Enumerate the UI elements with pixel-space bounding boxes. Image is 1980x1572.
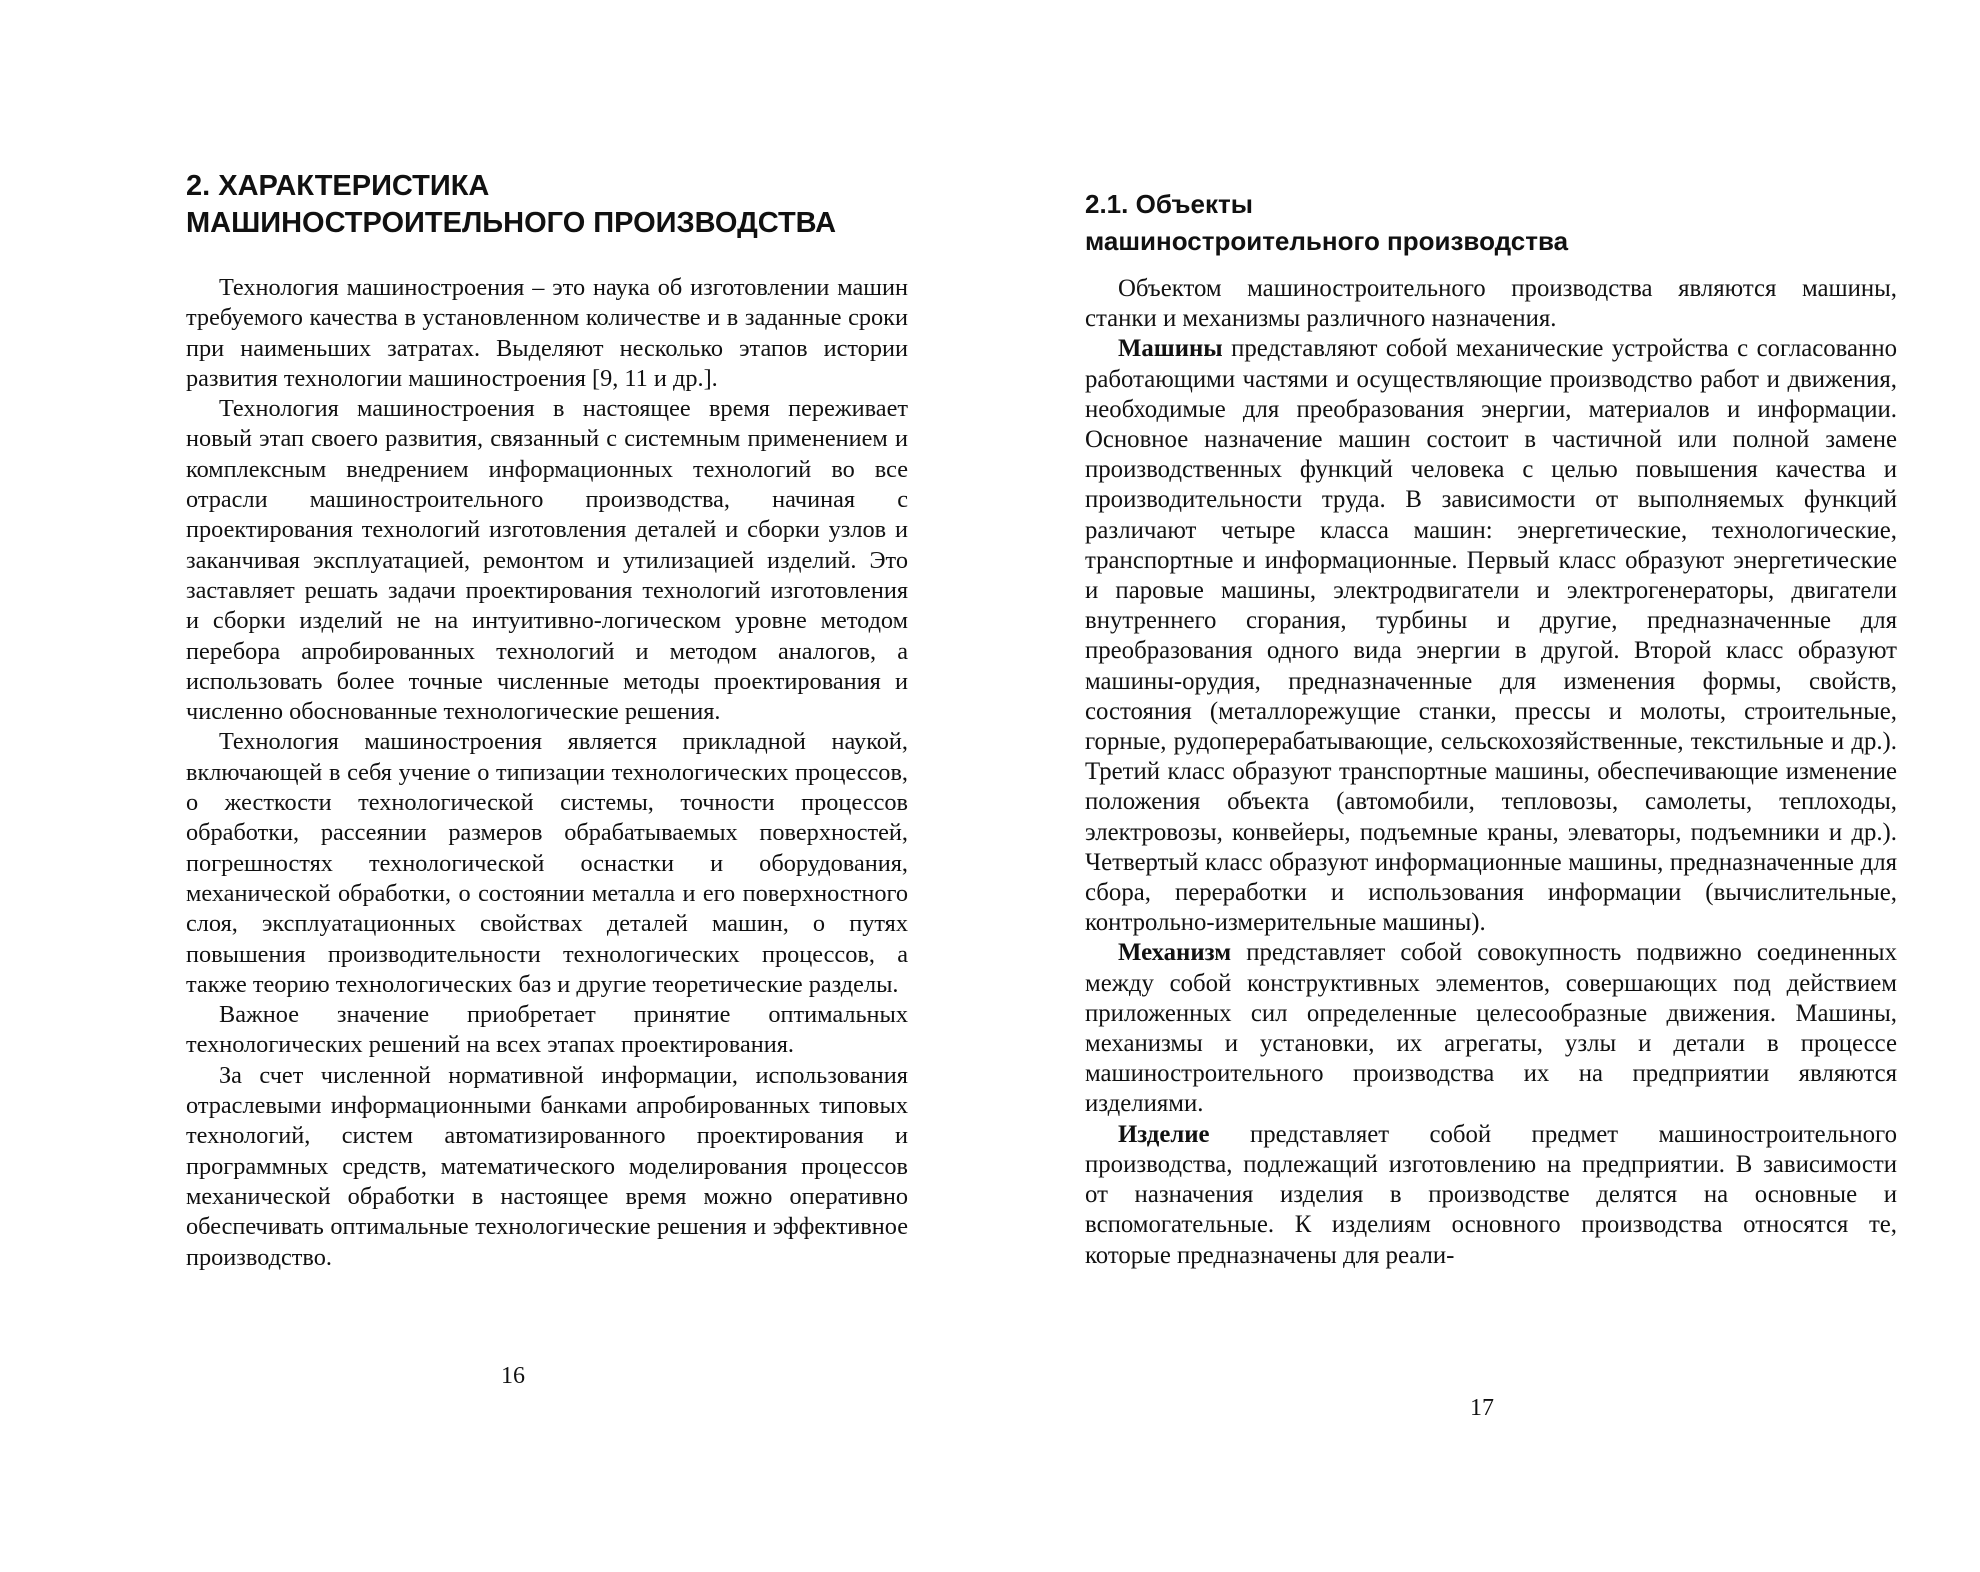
chapter-heading-line1: 2. ХАРАКТЕРИСТИКА [186,170,490,202]
paragraph: За счет численной нормативной информации, использования отраслевыми информационными банками апробированных типовых технологий, систем автоматизированного проектирования и программных средств, математического моделирования процессов механической обработки в настоящее время можно оперативно обеспечивать оптимальные технологические решения и эффективное производство. [186,1061,908,1271]
right-page-text [1085,274,1897,1271]
section-heading-line2: машиностроительного производства [1085,226,1569,256]
paragraph: Технология машиностроения является прикладной наукой, включающей в себя учение о типизации технологических процессов, о жесткости технологической системы, точности процессов обработки, рассеянии размеров обрабатываемых поверхностей, погрешностях технологической оснастки и оборудования, механической обработки, о состоянии металла и его поверхностного слоя, эксплуатационных свойствах деталей машин, о путях повышения производительности технологических процессов, а также теорию технологических баз и другие теоретические разделы. [186,728,908,998]
term-machines: Машины [1118,335,1223,363]
page-number-right: 17 [1470,1395,1494,1421]
chapter-heading-line2: МАШИНОСТРОИТЕЛЬНОГО ПРОИЗВОДСТВА [186,207,837,239]
paragraph [1085,1120,1897,1271]
term-mechanism: Механизм [1118,939,1232,967]
paragraph: Объектом машиностроительного производства являются машины, станки и механизмы различного назначения. [1085,275,1897,333]
term-product: Изделие [1118,1120,1210,1148]
paragraph [1085,334,1897,938]
section-heading-line1: 2.1. Объекты [1085,189,1253,219]
paragraph-text: представляет собой совокупность подвижно соединенных между собой конструктивных элементов, совершающих под действием приложенных сил определенные целесообразные движения. Машины, механизмы и установки, их агрегаты, узлы и детали в процессе машиностроительного производства их на предприятии являются изделиями. [1085,939,1897,1118]
paragraph-text: представляют собой механические устройства с согласованно работающими частями и осуществляющие производство работ и движения, необходимые для преобразования энергии, материалов и информации. Основное назначение машин состоит в частичной или полной замене производственных функций человека с целью повышения качества и производительности труда. В зависимости от выполняемых функций различают четыре класса машин: энергетические, технологические, транспортные и информационные. Первый класс образуют энергетические и паровые машины, электродвигатели и электрогенераторы, двигатели внутреннего сгорания, турбины и другие, предназначенные для преобразования одного вида энергии в другой. Второй класс образуют машины-орудия, предназначенные для изменения формы, свойств, состояния (металлорежущие станки, прессы и молоты, строительные, горные, рудоперерабатывающие, сельскохозяйственные, текстильные и др.). Третий класс образуют транспортные машины, обеспечивающие изменение положения объекта (автомобили, тепловозы, самолеты, теплоходы, электровозы, конвейеры, подъемные краны, элеваторы, подъемники и др.). Четвертый класс образуют информационные машины, предназначенные для сбора, переработки и использования информации (вычислительные, контрольно-измерительные машины). [1085,335,1897,937]
paragraph: Важное значение приобретает принятие оптимальных технологических решений на всех этапах проектирования. [186,1001,908,1059]
chapter-heading [186,168,908,242]
left-page [186,168,908,1273]
page-number-left: 16 [501,1363,525,1389]
paragraph: Технология машиностроения в настоящее время переживает новый этап своего развития, связанный с системным применением и комплексным внедрением информационных технологий во все отрасли машиностроительного производства, начиная с проектирования технологий изготовления деталей и сборки узлов и заканчивая эксплуатацией, ремонтом и утилизацией изделий. Это заставляет решать задачи проектирования технологий изготовления и сборки изделий не на интуитивно-логическом уровне методом перебора апробированных технологий и методом аналогов, а использовать более точные численные методы проектирования и численно обоснованные технологические решения. [186,395,908,726]
left-page-text [186,273,908,1273]
section-heading [1085,186,1897,260]
paragraph [1085,938,1897,1119]
paragraph: Технология машиностроения – это наука об изготовлении машин требуемого качества в установленном количестве и в заданные сроки при наименьших затратах. Выделяют несколько этапов истории развития технологии машиностроения [9, 11 и др.]. [186,274,908,392]
right-page [1085,180,1897,1271]
paragraph-text: представляет собой предмет машиностроительного производства, подлежащий изготовлению на предприятии. В зависимости от назначения изделия в производстве делятся на основные и вспомогательные. К изделиям основного производства относятся те, которые предназначены для реали- [1085,1120,1897,1269]
